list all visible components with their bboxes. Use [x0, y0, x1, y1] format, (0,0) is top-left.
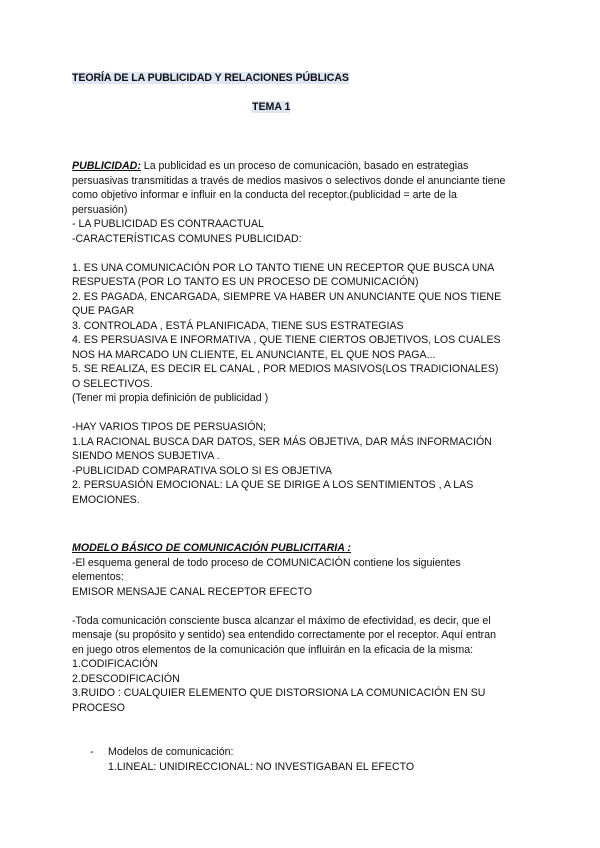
- document-title: [72, 71, 349, 86]
- codificacion-line: 1.CODIFICACIÓN: [72, 658, 158, 670]
- list-item: 5. SE REALIZA, ES DECIR EL CANAL , POR MEDIOS MASIVOS(LOS TRADICIONALES): [72, 363, 499, 375]
- dash-bullet-icon: -: [90, 746, 94, 758]
- intro-line: persuasión): [72, 203, 128, 216]
- section-publicidad: [72, 159, 532, 507]
- list-item: 2. ES PAGADA, ENCARGADA, SIEMPRE VA HABER UN ANUNCIANTE QUE NOS TIENE: [72, 290, 502, 303]
- emocional-line: 2. PERSUASIÓN EMOCIONAL: LA QUE SE DIRIGE A LOS SENTIMIENTOS , A LAS: [72, 479, 474, 491]
- list-item: QUE PAGAR: [72, 305, 135, 317]
- comparativa-line: -PUBLICIDAD COMPARATIVA SOLO SI ES OBJETIVA: [72, 464, 332, 477]
- toda-line: en juego otros elementos de la comunicación que influirán en la eficacia de la misma:: [72, 643, 474, 656]
- list-item: O SELECTIVOS.: [72, 377, 153, 390]
- list-item: 1. ES UNA COMUNICACIÓN POR LO TANTO TIENE UN RECEPTOR QUE BUSCA UNA: [72, 261, 495, 274]
- ruido-line: 3.RUIDO : CUALQUIER ELEMENTO QUE DISTORSIONA LA COMUNICACIÓN EN SU: [72, 687, 486, 699]
- toda-line: -Toda comunicación consciente busca alcanzar el máximo de efectividad, es decir, que el: [72, 614, 491, 627]
- esquema-line: -El esquema general de todo proceso de COMUNICACIÓN contiene los siguientes: [72, 556, 461, 569]
- racional-line: SIENDO MENOS SUBJETIVA .: [72, 450, 220, 462]
- publicidad-heading: PUBLICIDAD:: [72, 160, 141, 172]
- list-item: 4. ES PERSUASIVA E INFORMATIVA , QUE TIENE CIERTOS OBJETIVOS, LOS CUALES: [72, 334, 501, 346]
- descodificacion-line: 2.DESCODIFICACIÓN: [72, 672, 180, 685]
- document-subtitle: [252, 100, 290, 115]
- intro-text: La publicidad es un proceso de comunicación, basado en estrategias: [140, 160, 469, 172]
- elementos-line: EMISOR MENSAJE CANAL RECEPTOR EFECTO: [72, 585, 312, 598]
- title-text: TEORÍA DE LA PUBLICIDAD Y RELACIONES PÚBLICAS: [72, 72, 349, 84]
- note-line: (Tener mi propia definición de publicidad ): [72, 392, 269, 404]
- caracteristicas-line: -CARACTERÍSTICAS COMUNES PUBLICIDAD:: [72, 232, 302, 245]
- modelo-heading: [72, 541, 532, 556]
- toda-line: mensaje (su propósito y sentido) sea entendido correctamente por el receptor. Aquí entran: [72, 629, 496, 641]
- list-item: [90, 745, 530, 760]
- emocional-line: EMOCIONES.: [72, 493, 140, 506]
- tipos-line: -HAY VARIOS TIPOS DE PERSUASIÓN;: [72, 421, 267, 433]
- modelo-heading-text: MODELO BÁSICO DE COMUNICACIÓN PUBLICITARIA :: [72, 542, 351, 554]
- intro-line: persuasivas transmitidas a través de medios masivos o selectivos donde el anunciante tiene: [72, 174, 506, 187]
- contraactual-line: - LA PUBLICIDAD ES CONTRAACTUAL: [72, 218, 264, 230]
- bullet-text: Modelos de comunicación:: [108, 746, 234, 758]
- section-modelos-list: [90, 745, 530, 774]
- list-item: NOS HA MARCADO UN CLIENTE, EL ANUNCIANTE, EL QUE NOS PAGA...: [72, 348, 436, 361]
- racional-line: 1.LA RACIONAL BUSCA DAR DATOS, SER MÁS OBJETIVA, DAR MÁS INFORMACIÓN: [72, 435, 492, 448]
- section-modelo: [72, 541, 532, 715]
- list-item: RESPUESTA (POR LO TANTO ES UN PROCESO DE COMUNICACIÓN): [72, 276, 419, 288]
- list-item: 3. CONTROLADA , ESTÁ PLANIFICADA, TIENE SUS ESTRATEGIAS: [72, 319, 404, 332]
- lineal-line: 1.LINEAL: UNIDIRECCIONAL: NO INVESTIGABAN EL EFECTO: [108, 760, 415, 773]
- subtitle-text: TEMA 1: [252, 101, 291, 113]
- publicidad-intro-line: [72, 159, 532, 174]
- ruido-line: PROCESO: [72, 701, 125, 714]
- intro-line: como objetivo informar e influir en la conducta del receptor.(publicidad = arte de la: [72, 189, 457, 201]
- esquema-line: elementos:: [72, 571, 124, 583]
